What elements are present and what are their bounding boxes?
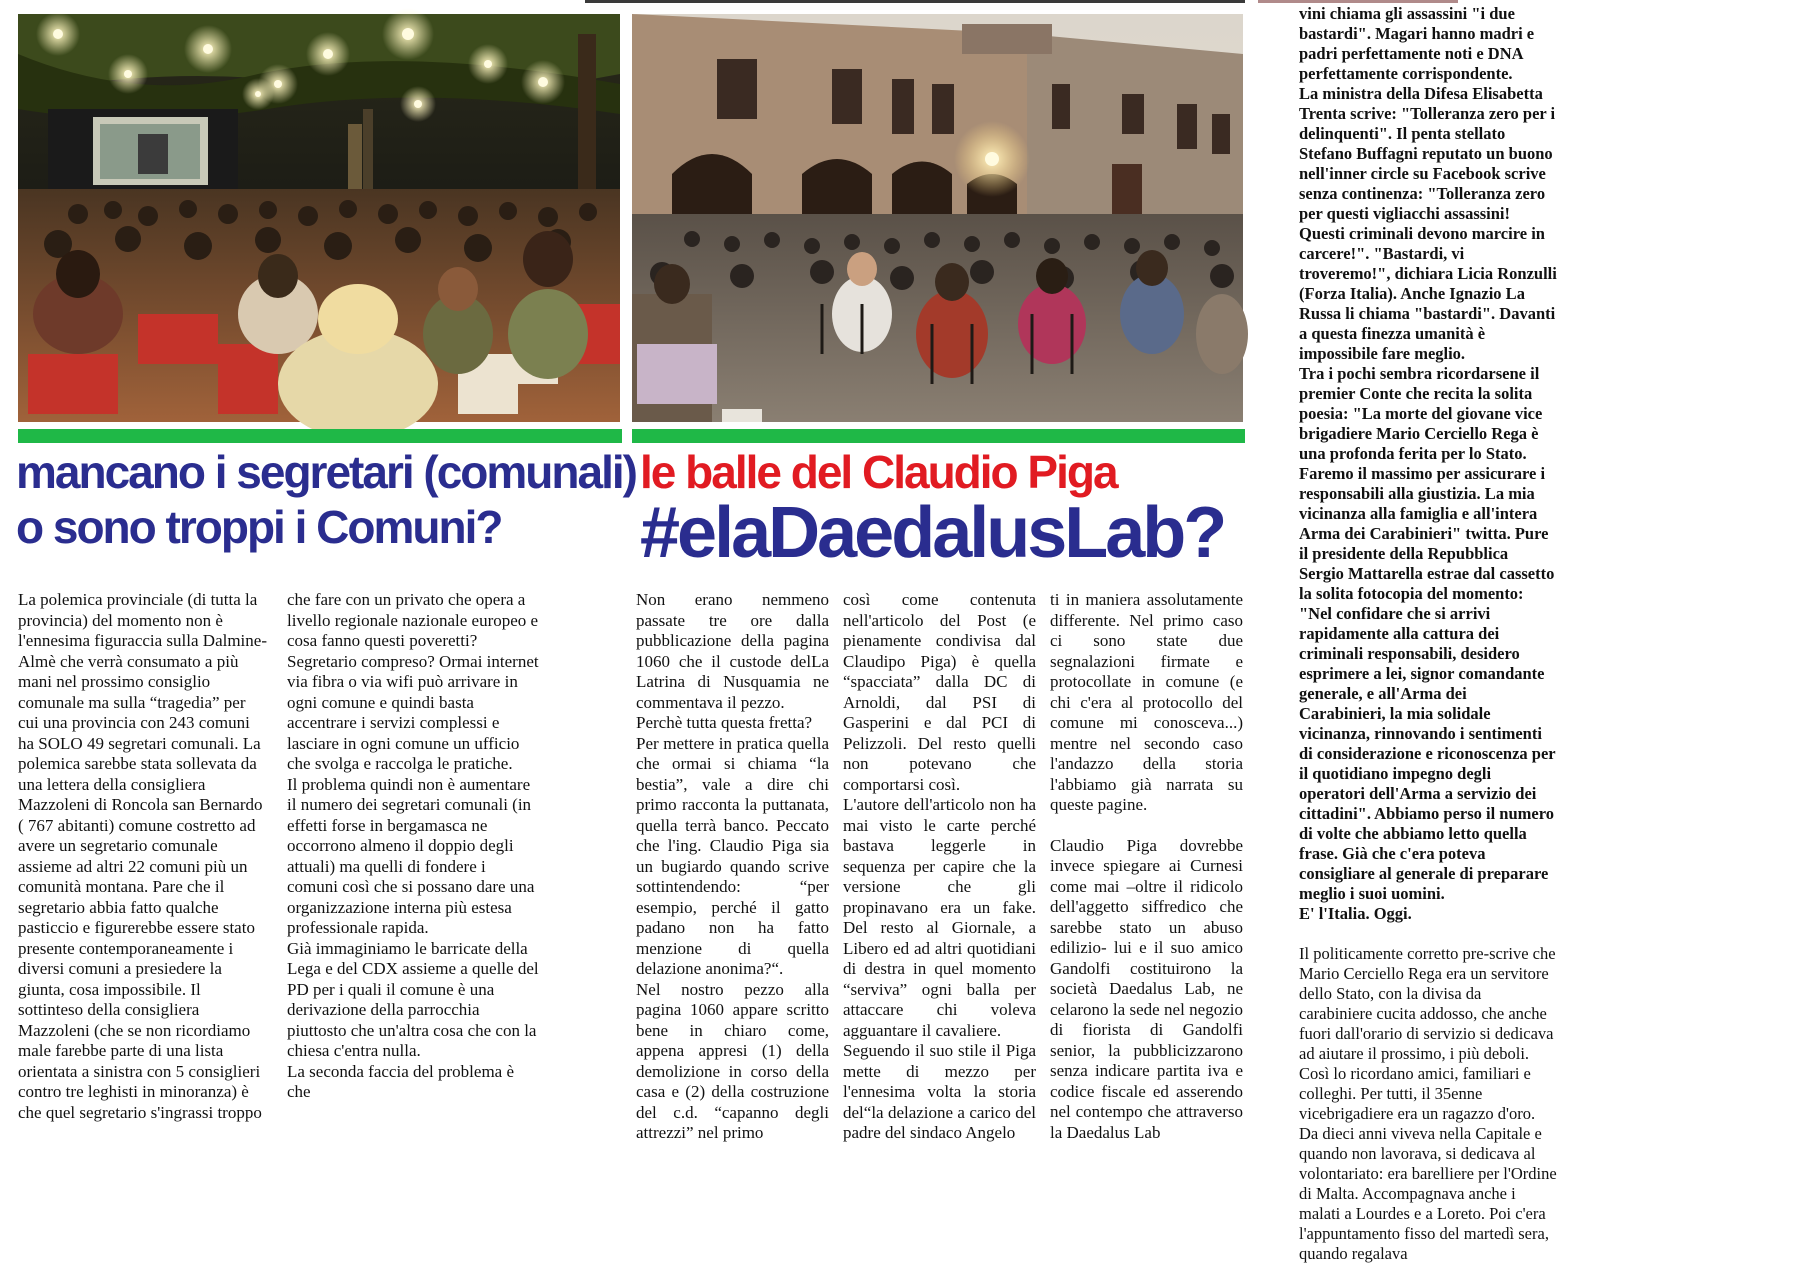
green-rule-left — [18, 429, 622, 443]
top-rule-right — [1258, 0, 1458, 3]
article-left-column-1 — [18, 590, 270, 1122]
article-middle-column-3 — [1050, 590, 1243, 1142]
paragraph: Claudio Piga dovrebbe invece spiegare ai Curnesi come mai –oltre il ridicolo dell'aggetto siffredico che sarebbe stato un abuso edilizio- lui e il suo amico Gandolfi costituirono la società Daedalus Lab, ne celarono la sede nel negozio di fiorista di Gandolfi senior, la pubblicizzarono senza indicare partita iva e codice fiscale ed asserendo nel contempo che attraverso la Daedalus Lab — [1050, 835, 1243, 1142]
paragraph: La ministra della Difesa Elisabetta Trenta scrive: "Tolleranza zero per i delinquenti". Il penta stellato Stefano Buffagni reputato un buono nell'inner circle su Facebook scrive senza continenza: "Tolleranza zero per questi vigliacchi assassini! Questi criminali devono marcire in carcere!". "Bastardi, vi troveremo!", dichiara Licia Ronzulli (Forza Italia). Anche Ignazio La Russa li chiama "bastardi". Davanti a questa finezza umanità è impossibile fare meglio. — [1299, 84, 1557, 363]
paragraph: E' l'Italia. Oggi. — [1299, 904, 1412, 923]
paragraph: che fare con un privato che opera a livello regionale nazionale europeo e cosa fanno questi poveretti? Segretario compreso? Ormai internet via fibra o via wifi può arrivare in ogni comune e quindi basta accentrare i servizi complessi e lasciare in ogni comune un ufficio che svolga e raccolga le pratiche. — [287, 590, 539, 773]
paragraph: vini chiama gli assassini "i due bastardi". Magari hanno madri e padri perfettamente noti e DNA perfettamente corrispondente. — [1299, 4, 1535, 83]
paragraph: Tra i pochi sembra ricordarsene il premier Conte che recita la solita poesia: "La morte del giovane vice brigadiere Mario Cerciello Rega è una profonda ferita per lo Stato. Faremo il massimo per assicurare i responsabili alla giustizia. La mia vicinanza alla famiglia e all'intera Arma dei Carabinieri" twitta. Pure il presidente della Repubblica Sergio Mattarella estrae dal cassetto la solita fotocopia del momento: "Nel confidare che si arrivi rapidamente alla cattura dei criminali responsabili, desidero esprimere a lei, signor comandante generale, e all'Arma dei Carabinieri, la mia solidale vicinanza, rinnovando i sentimenti di considerazione e riconoscenza per il quotidiano impegno degli operatori dell'Arma a servizio dei cittadini". Abbiamo perso il numero di volte che abbiamo letto quella frase. Già che c'era poteva consigliare al generale di preparare meglio i suoi uomini. — [1299, 364, 1556, 903]
paragraph-gap — [1050, 816, 1243, 836]
article-left-column-2 — [287, 590, 539, 1101]
paragraph: ti in maniera assolutamente differente. Nel primo caso ci sono state due segnalazioni firmate e protocollate in comune (e chi c'era al protocollo del comune mi conosceva...) mentre nel secondo caso l'andazzo della storia l'abbiamo già narrata su queste pagine. — [1050, 590, 1243, 814]
article-middle-column-1 — [636, 590, 829, 1142]
top-rule-middle — [585, 0, 1245, 3]
headline-left-line2: o sono troppi i Comuni? — [16, 501, 502, 553]
headline-middle-red: le balle del Claudio Piga — [640, 446, 1117, 498]
green-rule-middle — [632, 429, 1245, 443]
courtyard-event-photo — [632, 14, 1243, 422]
paragraph: Perchè tutta questa fretta? — [636, 713, 813, 732]
paragraph-gap — [1299, 924, 1557, 944]
paragraph: così come contenuta nell'articolo del Post (e pienamente condivisa dal Claudipo Piga) è quella “spacciata” dalla DC di Arnoldi, dal PSI di Gasperini e dal PCI di Pelizzoli. Del resto quelli non potevano che comportarsi così. — [843, 590, 1036, 794]
headline-left-line1: mancano i segretari (comunali) — [16, 446, 636, 498]
paragraph: Non erano nemmeno passate tre ore dalla pubblicazione della pagina 1060 che il custode delLa Latrina di Nusquamia ne commentava il pezzo. — [636, 590, 829, 712]
outdoor-cinema-photo — [18, 14, 620, 422]
headline-middle-blue: #elaDaedalusLab? — [640, 493, 1225, 573]
paragraph: Per mettere in pratica quella che ormai si chiama “la bestia”, vale a dire chi primo racconta la puttanata, quella terrà banco. Peccato che l'ing. Claudio Piga sia un bugiardo quando scrive sottintendendo: “per esempio, perché il gatto padano non ha fatto menzione di quella delazione anonima?“. — [636, 733, 829, 978]
paragraph: Nel nostro pezzo alla pagina 1060 appare scritto bene in chiaro come, appena appresi (1) della demolizione in corso della casa e (2) della costruzione del c.d. “capanno degli attrezzi” nel primo — [636, 979, 829, 1142]
paragraph: L'autore dell'articolo non ha mai visto le carte perché bastava leggerle in sequenza per capire che la versione che gli propinavano era un fake. Del resto al Giornale, a Libero ed ad altri quotidiani di destra in quel momento “serviva” ogni balla per attaccare chi voleva agguantare il cavaliere. — [843, 795, 1036, 1040]
paragraph: Seguendo il suo stile il Piga mette di mezzo per l'ennesima volta la storia del“la delazione a carico del padre del sindaco Angelo — [843, 1041, 1036, 1142]
paragraph: Il problema quindi non è aumentare il numero dei segretari comunali (in effetti forse in bergamasca ne occorrono almeno il doppio degli attuali) ma quelli di fondere i comuni così che si possano dare una organizzazione interna più estesa professionale rapida. — [287, 774, 535, 937]
paragraph: Il politicamente corretto pre-scrive che Mario Cerciello Rega era un servitore dello Stato, con la divisa da carabiniere cucita addosso, che anche fuori dall'orario di servizio si dedicava ad aiutare il prossimo, i più deboli. Così lo ricordano amici, familiari e colleghi. Per tutti, il 35enne vicebrigadiere era un ragazzo d'oro. Da dieci anni viveva nella Capitale e quando non lavorava, si dedicava al volontariato: era barelliere per l'Ordine di Malta. Accompagnava anche i malati a Lourdes e a Loreto. Poi c'era l'appuntamento fisso del martedì sera, quando regalava — [1299, 944, 1557, 1263]
paragraph: Già immaginiamo le barricate della Lega e del CDX assieme a quelle del PD per i quali il comune è una derivazione della parrocchia piuttosto che un'altra cosa che con la chiesa c'entra nulla. — [287, 938, 539, 1060]
article-middle-column-2 — [843, 590, 1036, 1142]
paragraph: La seconda faccia del problema è che — [287, 1061, 515, 1101]
article-right-column — [1299, 4, 1557, 1263]
paragraph: La polemica provinciale (di tutta la provincia) del momento non è l'ennesima figuraccia sulla Dalmine-Almè che verrà consumato a più mani nel prossimo consiglio comunale ma sulla “tragedia” per cui una provincia con 243 comuni ha SOLO 49 segretari comunali. La polemica sarebbe stata sollevata da una lettera della consigliera Mazzoleni di Roncola san Bernardo ( 767 abitanti) comune costretto ad avere un segretario comunale assieme ad altri 22 comuni più un comunità montana. Pare che il segretario abbia fatto qualche pasticcio e figurerebbe essere stato presente contemporaneamente i diversi comuni a presiedere la giunta, cosa impossibile. Il sottinteso della consigliera Mazzoleni (che se non ricordiamo male farebbe parte di una lista orientata a sinistra con 5 consiglieri contro tre leghisti in minoranza) è che quel segretario s'ingrassi troppo — [18, 590, 267, 1122]
